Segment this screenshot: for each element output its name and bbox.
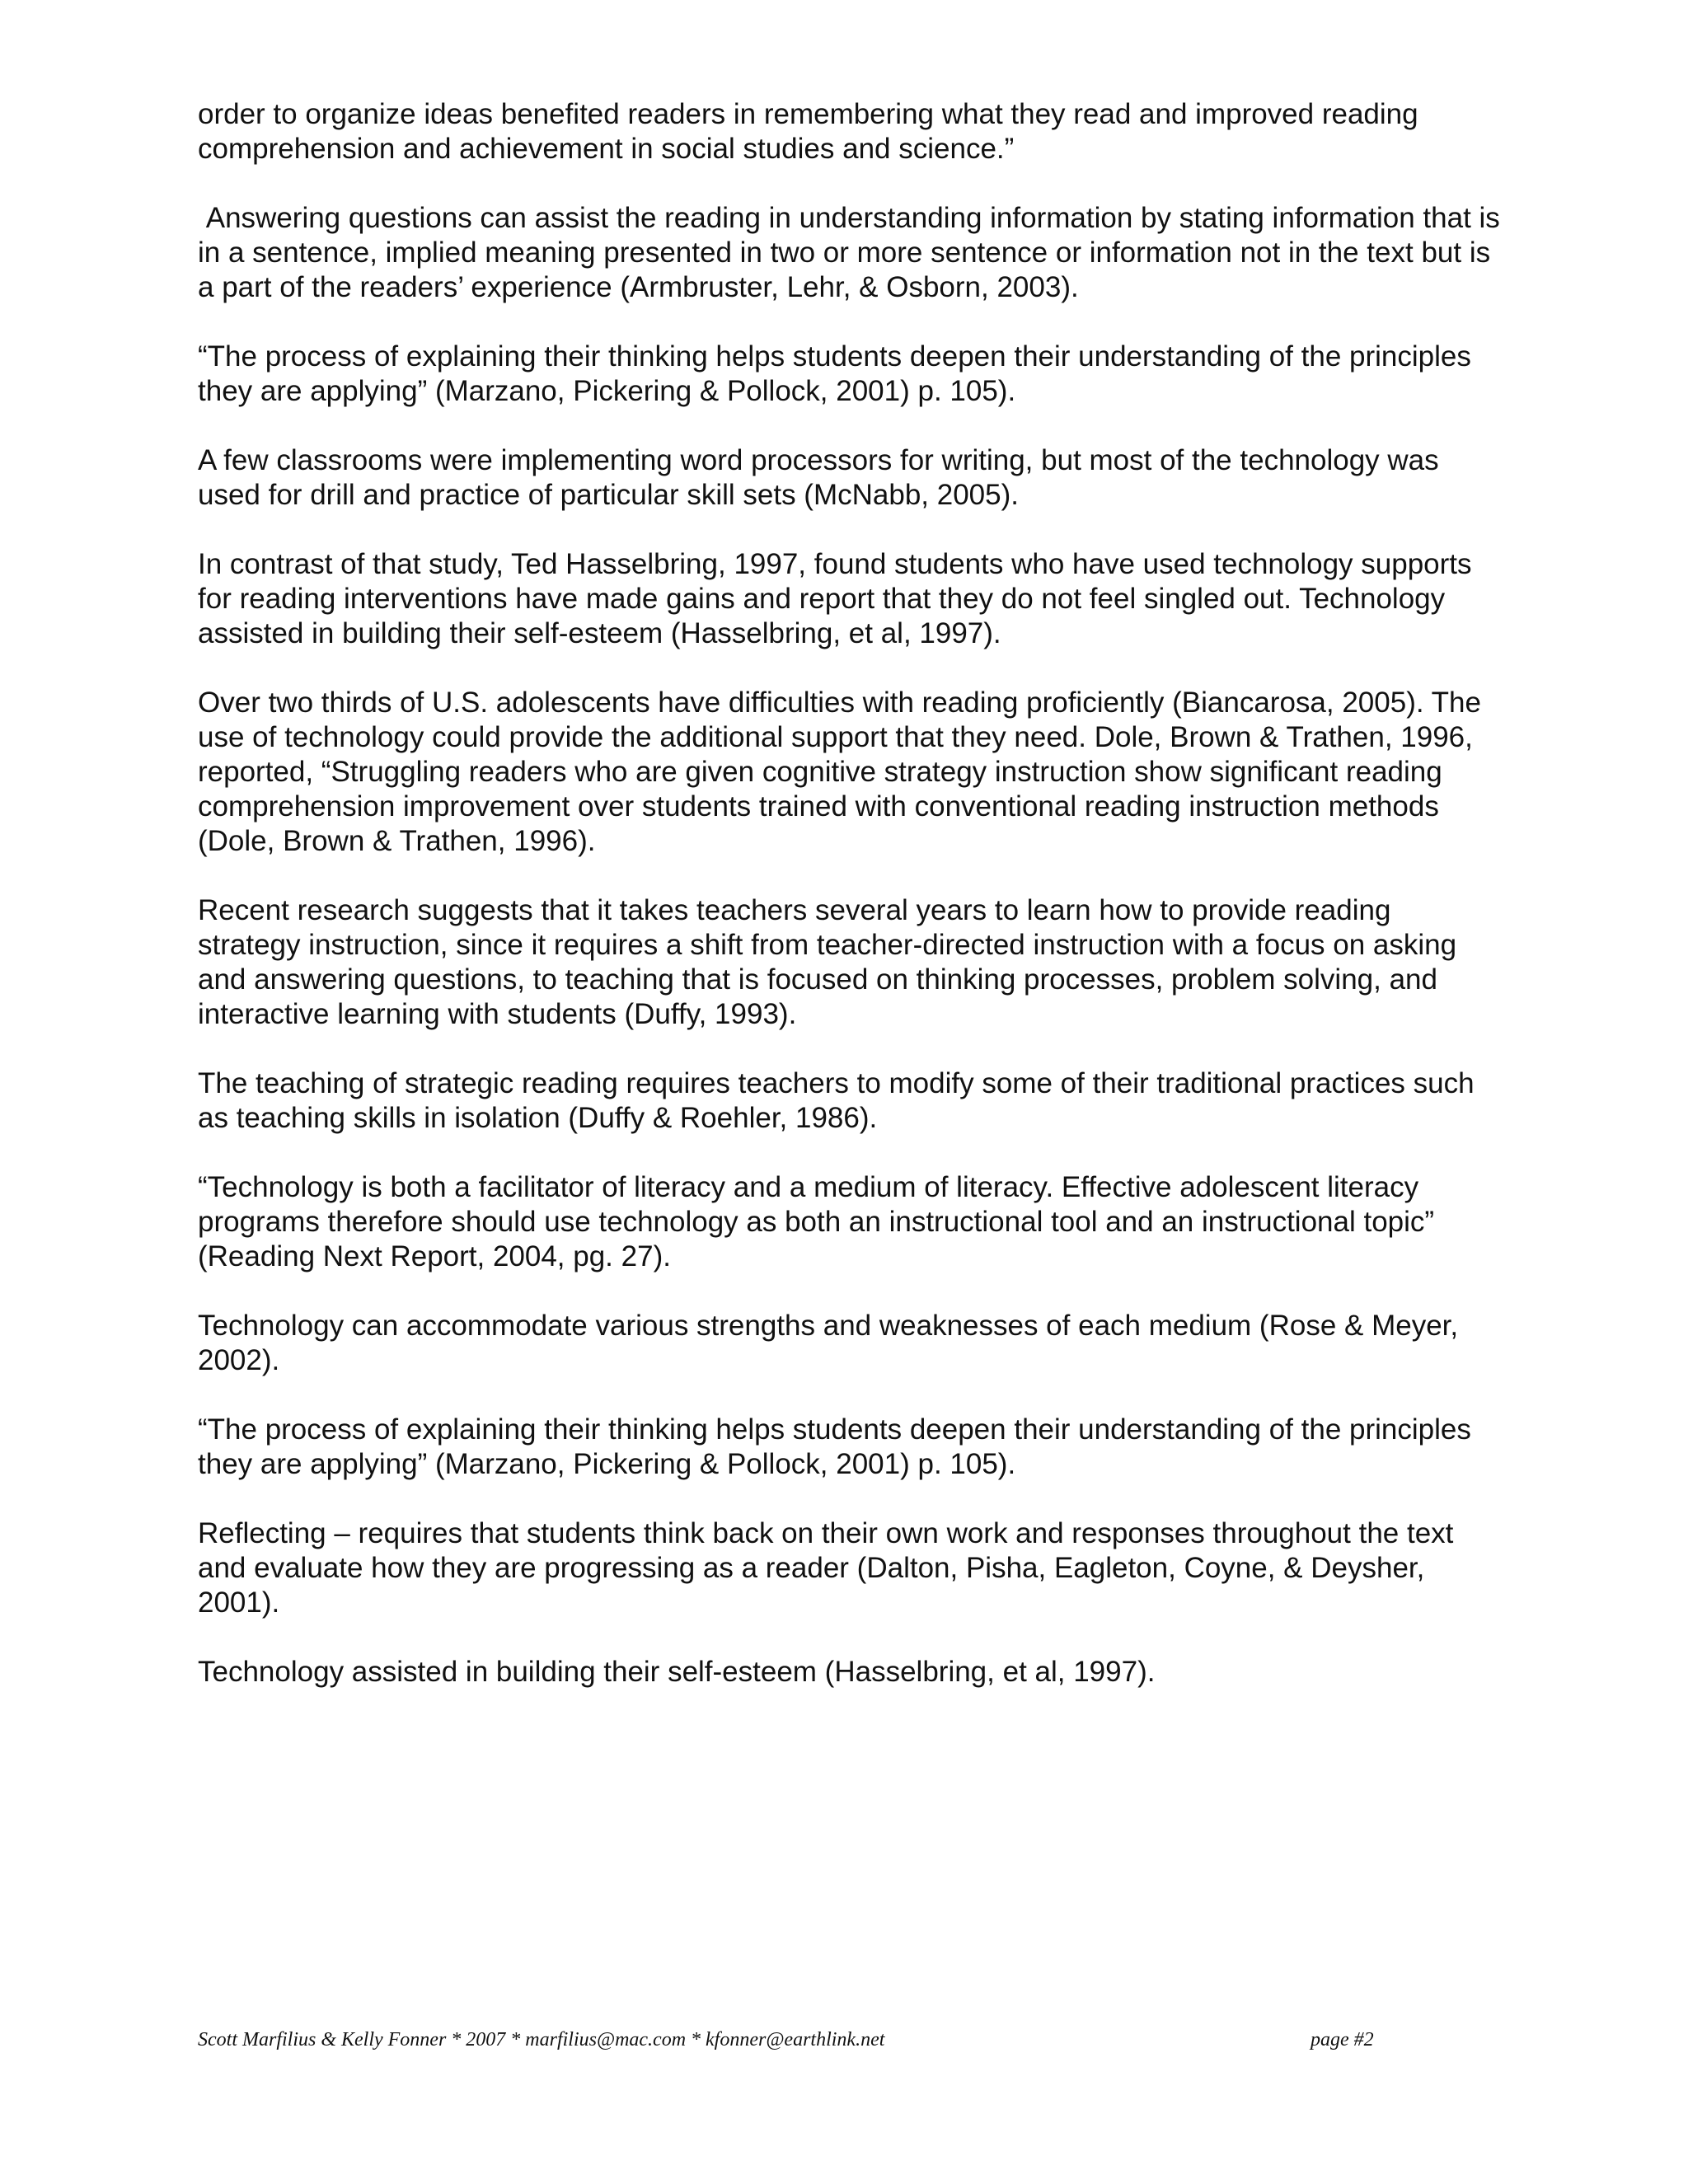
page-number: page #2: [1311, 2029, 1374, 2050]
paragraph: Answering questions can assist the reading in understanding information by stating information that is in a sentence, implied meaning presented in two or more sentence or information not in the text but is a part of the readers’ experience (Armbruster, Lehr, & Osborn, 2003).: [198, 202, 1508, 303]
paragraph: A few classrooms were implementing word processors for writing, but most of the technology was used for drill and practice of particular skill sets (McNabb, 2005).: [198, 444, 1439, 511]
document-body: [198, 97, 1508, 1724]
paragraph: Technology can accommodate various strengths and weaknesses of each medium (Rose & Meyer, 2002).: [198, 1310, 1459, 1376]
paragraph: “The process of explaining their thinking helps students deepen their understanding of the principles they are applying” (Marzano, Pickering & Pollock, 2001) p. 105).: [198, 340, 1471, 407]
paragraph: Over two thirds of U.S. adolescents have difficulties with reading proficiently (Biancarosa, 2005). The use of technology could provide the additional support that they need. Dole, Brown & Trathen, 1996, reported, “Struggling readers who are given cognitive strategy instruction show significant reading comprehension improvement over students trained with conventional reading instruction methods (Dole, Brown & Trathen, 1996).: [198, 687, 1481, 857]
paragraph: “The process of explaining their thinking helps students deepen their understanding of the principles they are applying” (Marzano, Pickering & Pollock, 2001) p. 105).: [198, 1413, 1471, 1480]
footer-credits: Scott Marfilius & Kelly Fonner * 2007 * marfilius@mac.com * kfonner@earthlink.net: [198, 2029, 885, 2050]
paragraph: The teaching of strategic reading requires teachers to modify some of their traditional practices such as teaching skills in isolation (Duffy & Roehler, 1986).: [198, 1067, 1475, 1134]
paragraph: Recent research suggests that it takes teachers several years to learn how to provide reading strategy instruction, since it requires a shift from teacher-directed instruction with a focus on asking and answering questions, to teaching that is focused on thinking processes, problem solving, and interactive learning with students (Duffy, 1993).: [198, 894, 1457, 1030]
paragraph: Reflecting – requires that students think back on their own work and responses throughout the text and evaluate how they are progressing as a reader (Dalton, Pisha, Eagleton, Coyne, & Deysher, 2001).: [198, 1517, 1454, 1619]
paragraph: “Technology is both a facilitator of literacy and a medium of literacy. Effective adolescent literacy programs therefore should use technology as both an instructional tool and an instructional topic” (Reading Next Report, 2004, pg. 27).: [198, 1171, 1435, 1272]
paragraph: In contrast of that study, Ted Hasselbring, 1997, found students who have used technology supports for reading interventions have made gains and report that they do not feel singled out. Technology assisted in building their self-esteem (Hasselbring, et al, 1997).: [198, 548, 1472, 649]
paragraph: order to organize ideas benefited readers in remembering what they read and improved reading comprehension and achievement in social studies and science.”: [198, 98, 1418, 165]
paragraph: Technology assisted in building their self-esteem (Hasselbring, et al, 1997).: [198, 1656, 1156, 1688]
